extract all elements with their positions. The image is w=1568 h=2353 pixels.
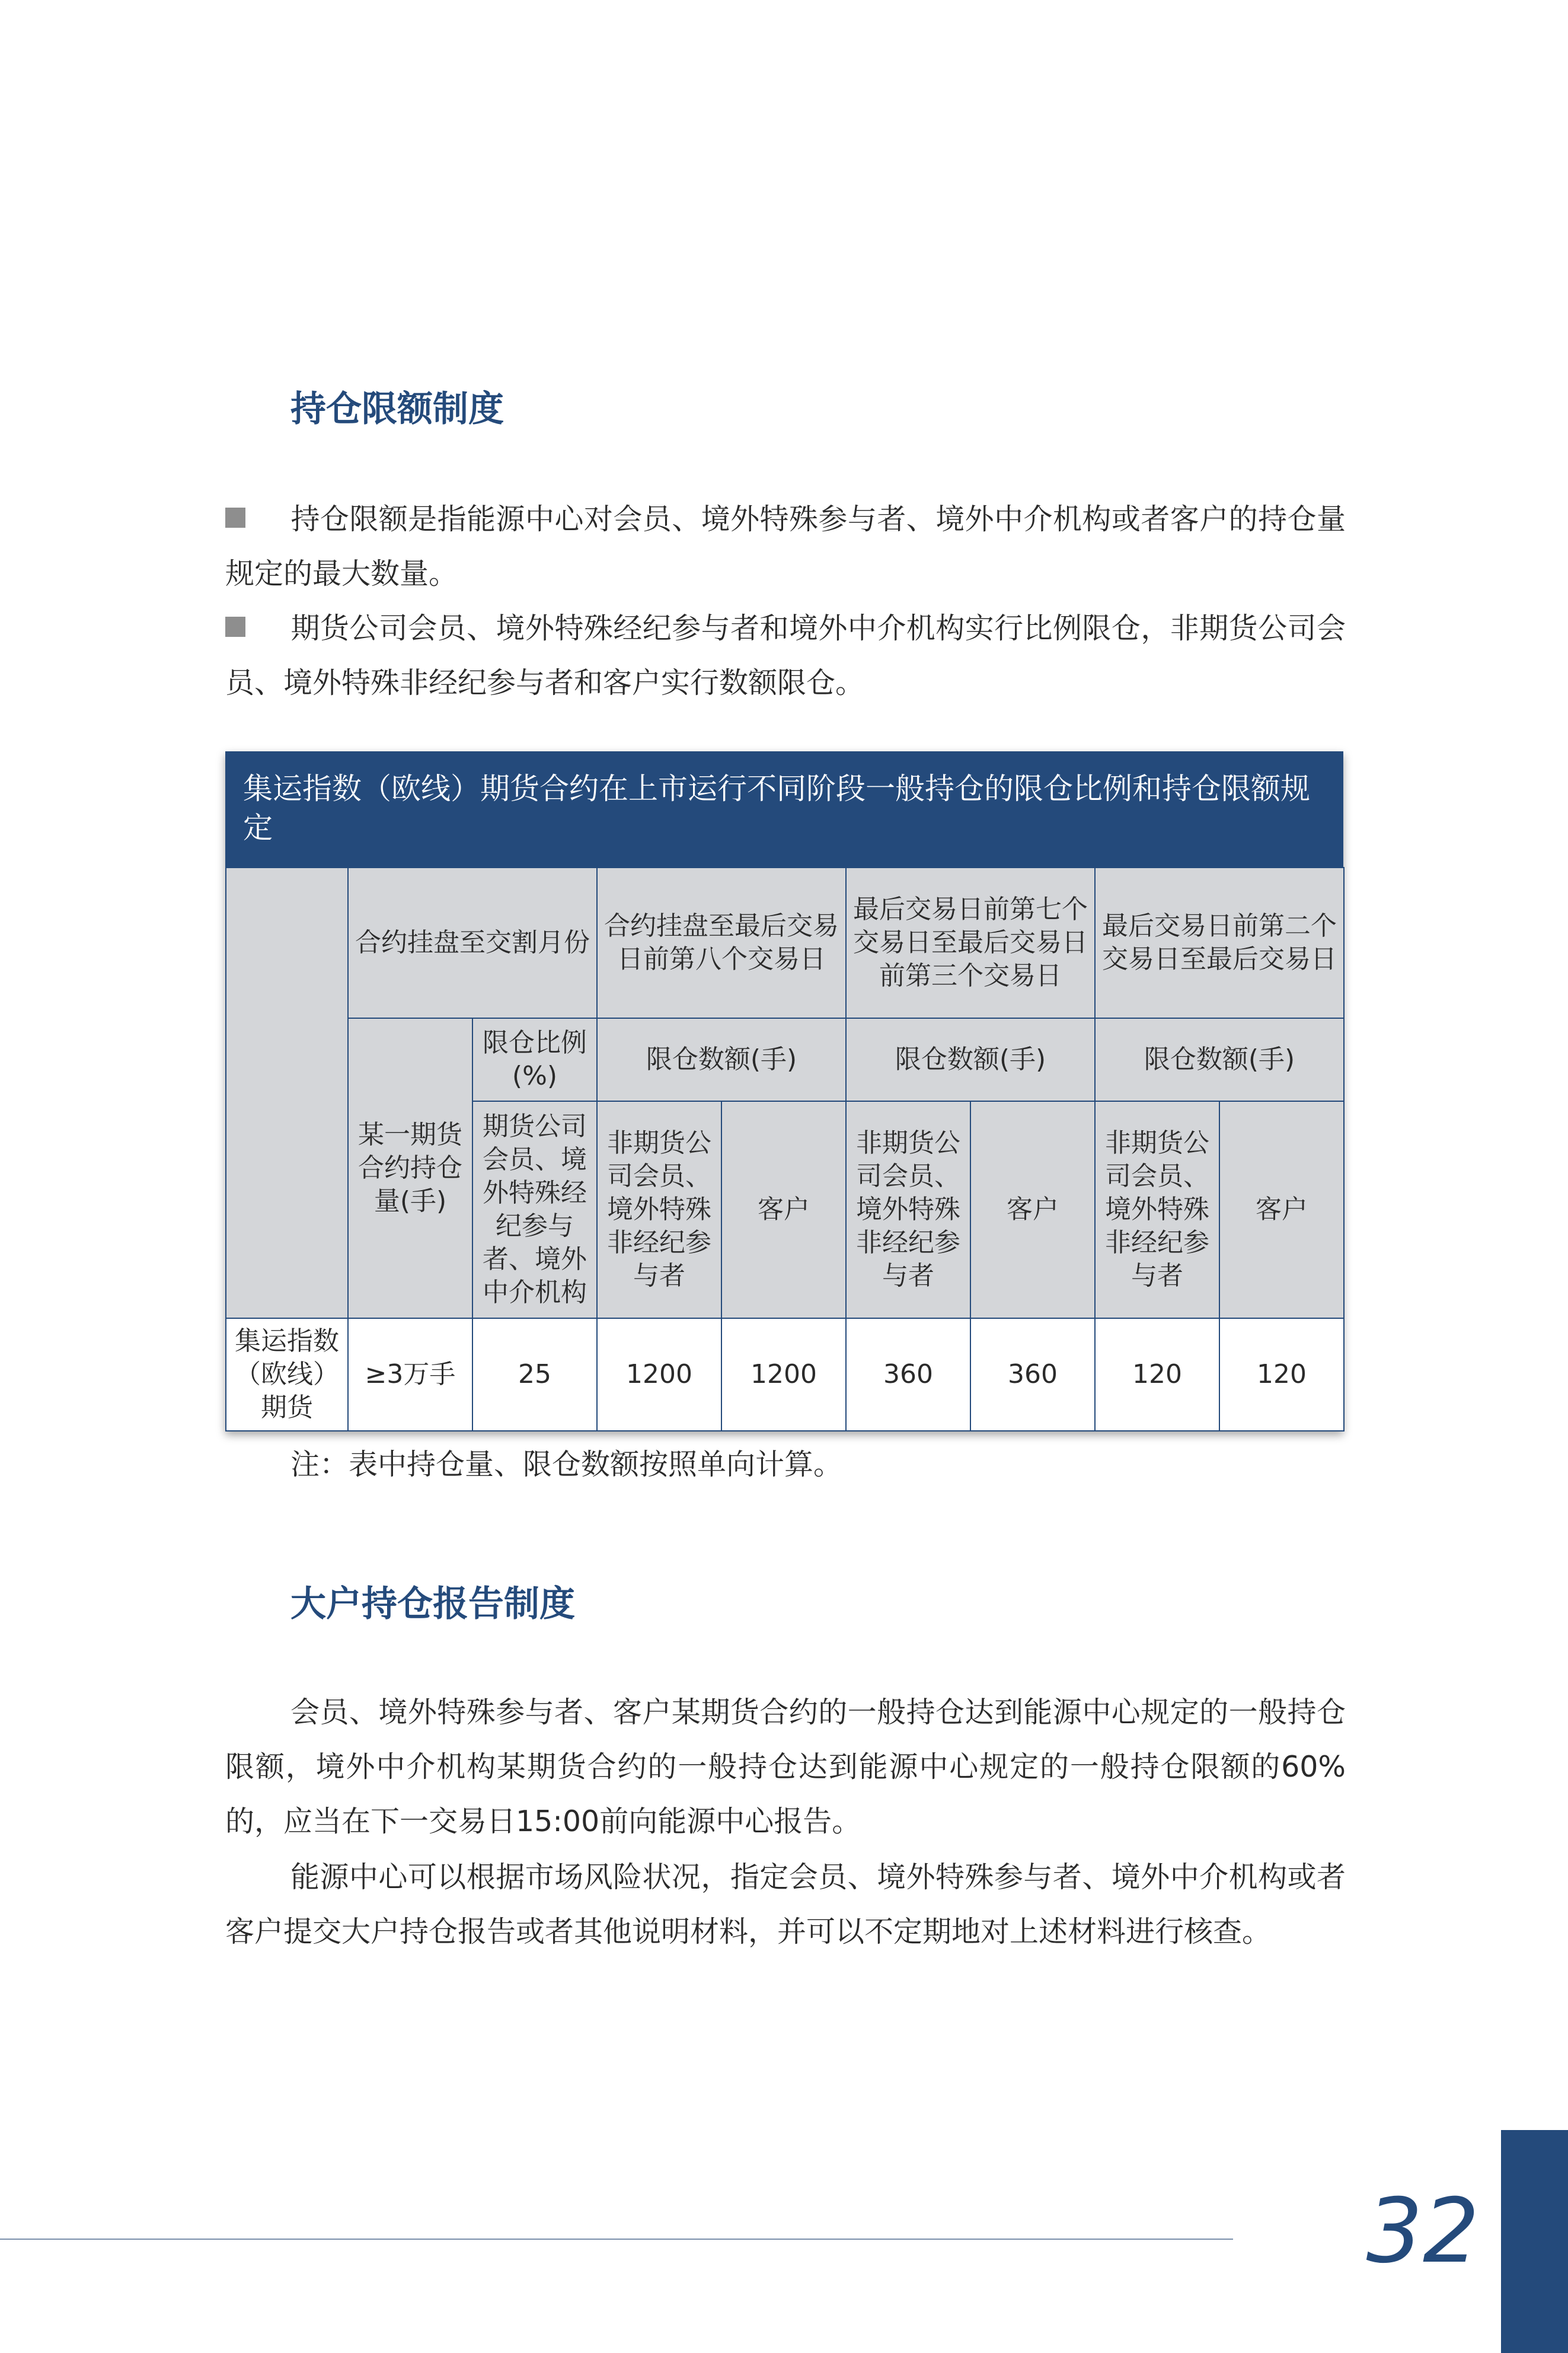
p3-client-cell: 360	[970, 1318, 1095, 1431]
footer-divider	[0, 2239, 1233, 2240]
client-label-period-4: 客户	[1219, 1101, 1344, 1318]
p4-member-cell: 120	[1095, 1318, 1219, 1431]
limit-table-grid	[225, 867, 1345, 1431]
table-row	[226, 1318, 1344, 1431]
bullet-paragraph-2	[225, 601, 1346, 710]
bullet-text-1: 持仓限额是指能源中心对会员、境外特殊参与者、境外中介机构或者客户的持仓量规定的最大数量。	[225, 502, 1346, 591]
client-label-period-2: 客户	[721, 1101, 846, 1318]
p3-member-cell: 360	[846, 1318, 970, 1431]
report-paragraph-2: 能源中心可以根据市场风险状况，指定会员、境外特殊参与者、境外中介机构或者客户提交大户持仓报告或者其他说明材料，并可以不定期地对上述材料进行核查。	[225, 1860, 1346, 1949]
ratio-label: 限仓比例(%)	[472, 1018, 597, 1101]
member-type-ratio: 期货公司会员、境外特殊经纪参与者、境外中介机构	[472, 1101, 597, 1318]
member-type-period-4: 非期货公司会员、境外特殊非经纪参与者	[1095, 1101, 1219, 1318]
report-paragraph-1: 会员、境外特殊参与者、客户某期货合约的一般持仓达到能源中心规定的一般持仓限额，境外中介机构某期货合约的一般持仓达到能源中心规定的一般持仓限额的60%的，应当在下一交易日15:00前向能源中心报告。	[225, 1695, 1346, 1838]
position-limit-table	[225, 751, 1343, 1431]
bullet-text-2: 期货公司会员、境外特殊经纪参与者和境外中介机构实行比例限仓，非期货公司会员、境外特殊非经纪参与者和客户实行数额限仓。	[225, 611, 1346, 700]
table-note: 注：表中持仓量、限仓数额按照单向计算。	[290, 1447, 843, 1481]
period-header-2: 合约挂盘至最后交易日前第八个交易日	[597, 868, 846, 1018]
period-header-3: 最后交易日前第七个交易日至最后交易日前第三个交易日	[846, 868, 1095, 1018]
table-title: 集运指数（欧线）期货合约在上市运行不同阶段一般持仓的限仓比例和持仓限额规定	[225, 751, 1343, 867]
section-heading-position-limit: 持仓限额制度	[290, 388, 504, 430]
period-header-4: 最后交易日前第二个交易日至最后交易日	[1095, 868, 1344, 1018]
p4-client-cell: 120	[1219, 1318, 1344, 1431]
client-label-period-3: 客户	[970, 1101, 1095, 1318]
page-number: 32	[1366, 2180, 1480, 2283]
corner-cell	[226, 868, 348, 1318]
period-header-1: 合约挂盘至交割月份	[348, 868, 597, 1018]
amount-label-period-2: 限仓数额(手)	[597, 1018, 846, 1101]
threshold-cell: ≥3万手	[348, 1318, 472, 1431]
bullet-paragraph-1	[225, 492, 1346, 601]
page-tab-block	[1501, 2130, 1568, 2353]
square-bullet-icon	[225, 617, 245, 637]
section-heading-large-report: 大户持仓报告制度	[290, 1583, 575, 1625]
square-bullet-icon	[225, 508, 245, 528]
volume-label: 某一期货合约持仓量(手)	[348, 1018, 472, 1318]
amount-label-period-3: 限仓数额(手)	[846, 1018, 1095, 1101]
product-cell: 集运指数（欧线）期货	[226, 1318, 348, 1431]
p2-member-cell: 1200	[597, 1318, 721, 1431]
member-type-period-2: 非期货公司会员、境外特殊非经纪参与者	[597, 1101, 721, 1318]
amount-label-period-4: 限仓数额(手)	[1095, 1018, 1344, 1101]
p2-client-cell: 1200	[721, 1318, 846, 1431]
member-type-period-3: 非期货公司会员、境外特殊非经纪参与者	[846, 1101, 970, 1318]
ratio-cell: 25	[472, 1318, 597, 1431]
